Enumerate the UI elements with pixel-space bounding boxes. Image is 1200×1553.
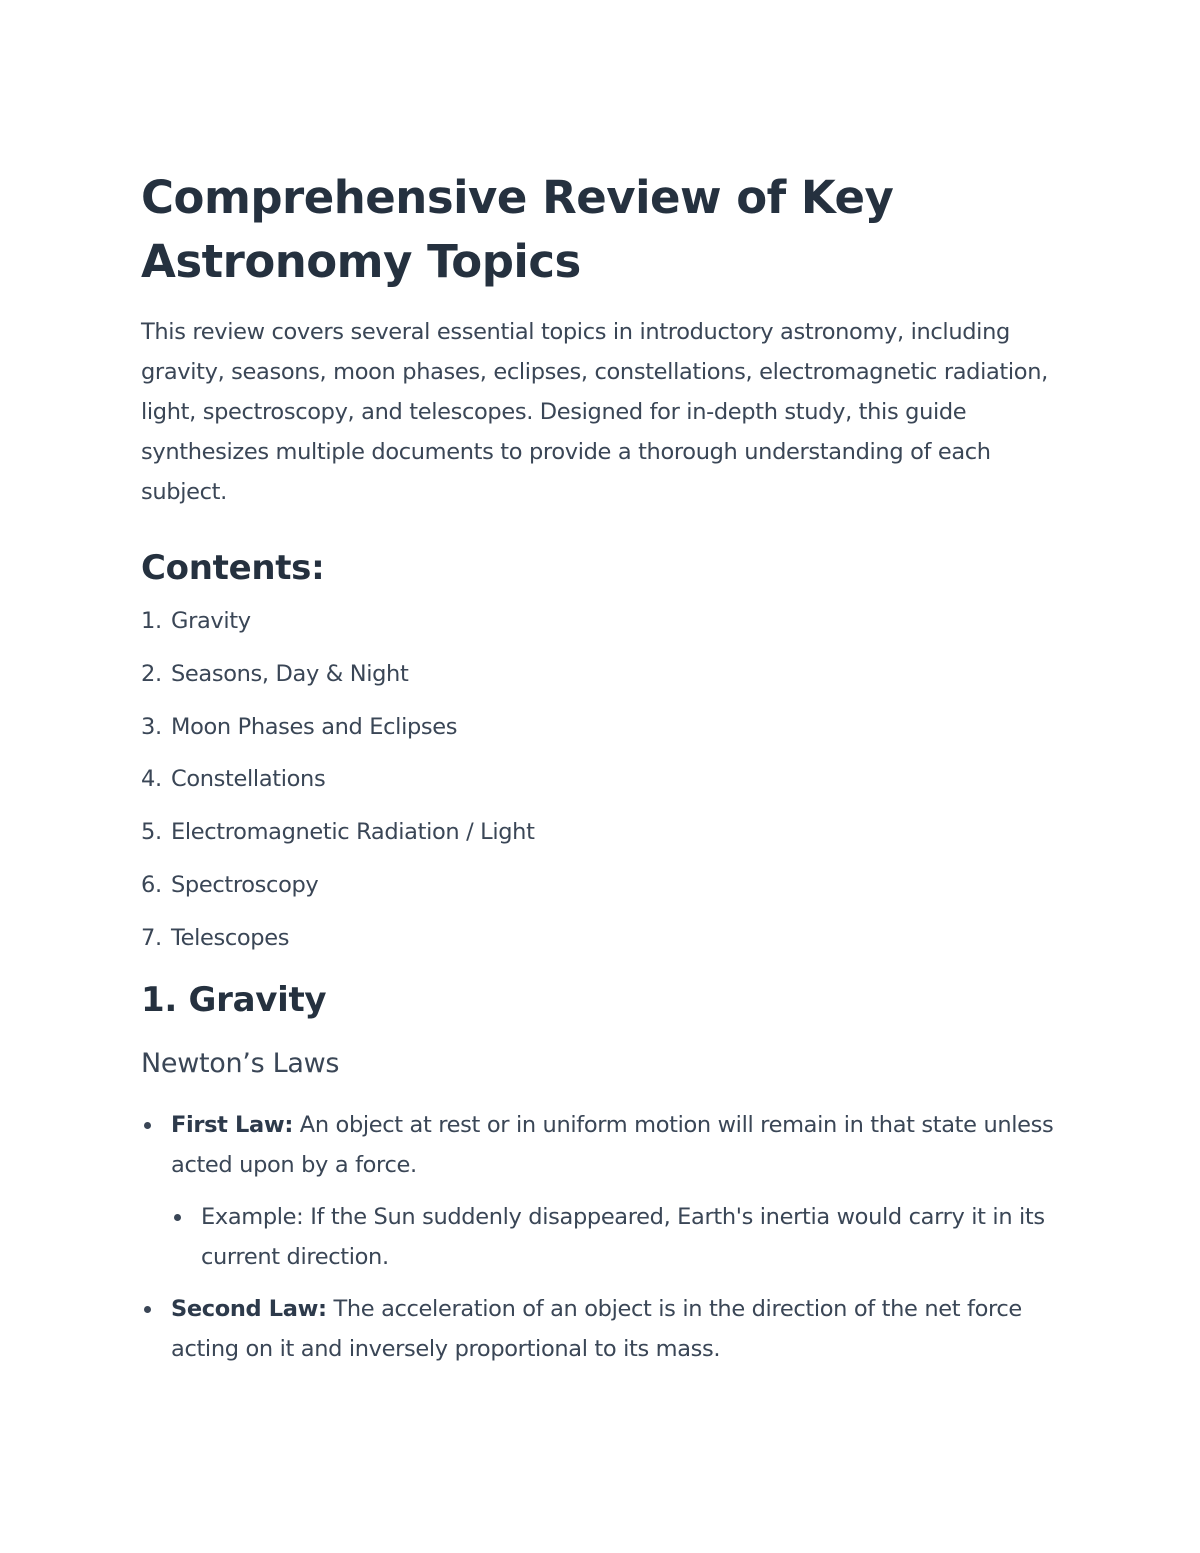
- bullet-icon: [174, 1214, 181, 1221]
- toc-item-number: 7.: [141, 924, 162, 951]
- toc-item-number: 5.: [141, 819, 162, 846]
- law-text: The acceleration of an object is in the direction of the net force acting on it and inversely proportional to its mass.: [171, 1295, 1022, 1362]
- document-page: [141, 166, 1066, 1381]
- bullet-icon: [144, 1122, 151, 1129]
- list-item-example: [171, 1197, 1066, 1277]
- newtons-laws-list: [141, 1105, 1066, 1369]
- intro-paragraph: This review covers several essential topics in introductory astronomy, including gravity, seasons, moon phases, eclipses, constellations, electromagnetic radiation, light, spectroscopy, and telescopes. Designed for in-depth study, this guide synthesizes multiple documents to provide a thorough understanding of each subject.: [141, 319, 1048, 505]
- toc-item-gravity: [141, 606, 1066, 636]
- toc-item-electromagnetic-radiation: [141, 817, 1066, 847]
- toc-item-label: Seasons, Day & Night: [171, 660, 409, 687]
- list-item-second-law: [141, 1289, 1066, 1369]
- document-title: Comprehensive Review of Key Astronomy Topics: [141, 171, 894, 288]
- toc-item-spectroscopy: [141, 870, 1066, 900]
- toc-item-moon-phases: [141, 712, 1066, 742]
- toc-item-label: Constellations: [171, 766, 326, 793]
- toc-item-label: Telescopes: [171, 924, 290, 951]
- toc-item-label: Moon Phases and Eclipses: [171, 713, 458, 740]
- bullet-icon: [144, 1306, 151, 1313]
- toc-item-label: Gravity: [171, 608, 251, 634]
- list-item-first-law: [141, 1105, 1066, 1277]
- table-of-contents: [141, 606, 1066, 953]
- section-heading-gravity: 1. Gravity: [141, 979, 327, 1020]
- toc-item-seasons: [141, 659, 1066, 689]
- law-term: First Law:: [171, 1111, 293, 1138]
- toc-item-number: 2.: [141, 660, 162, 687]
- toc-item-label: Spectroscopy: [171, 871, 319, 898]
- toc-item-number: 6.: [141, 871, 162, 898]
- contents-heading: Contents:: [141, 548, 325, 588]
- law-term: Second Law:: [171, 1295, 327, 1322]
- toc-item-number: 4.: [141, 766, 162, 793]
- toc-item-number: 3.: [141, 713, 162, 740]
- law-text: An object at rest or in uniform motion will remain in that state unless acted upon by a force.: [171, 1111, 1054, 1178]
- toc-item-telescopes: [141, 923, 1066, 953]
- toc-item-constellations: [141, 764, 1066, 794]
- subheading-newtons-laws: Newton’s Laws: [141, 1047, 340, 1079]
- toc-item-number: 1.: [141, 608, 162, 634]
- example-text: Example: If the Sun suddenly disappeared, Earth's inertia would carry it in its current direction.: [201, 1203, 1045, 1270]
- toc-item-label: Electromagnetic Radiation / Light: [171, 819, 535, 846]
- sub-list: [171, 1197, 1066, 1277]
